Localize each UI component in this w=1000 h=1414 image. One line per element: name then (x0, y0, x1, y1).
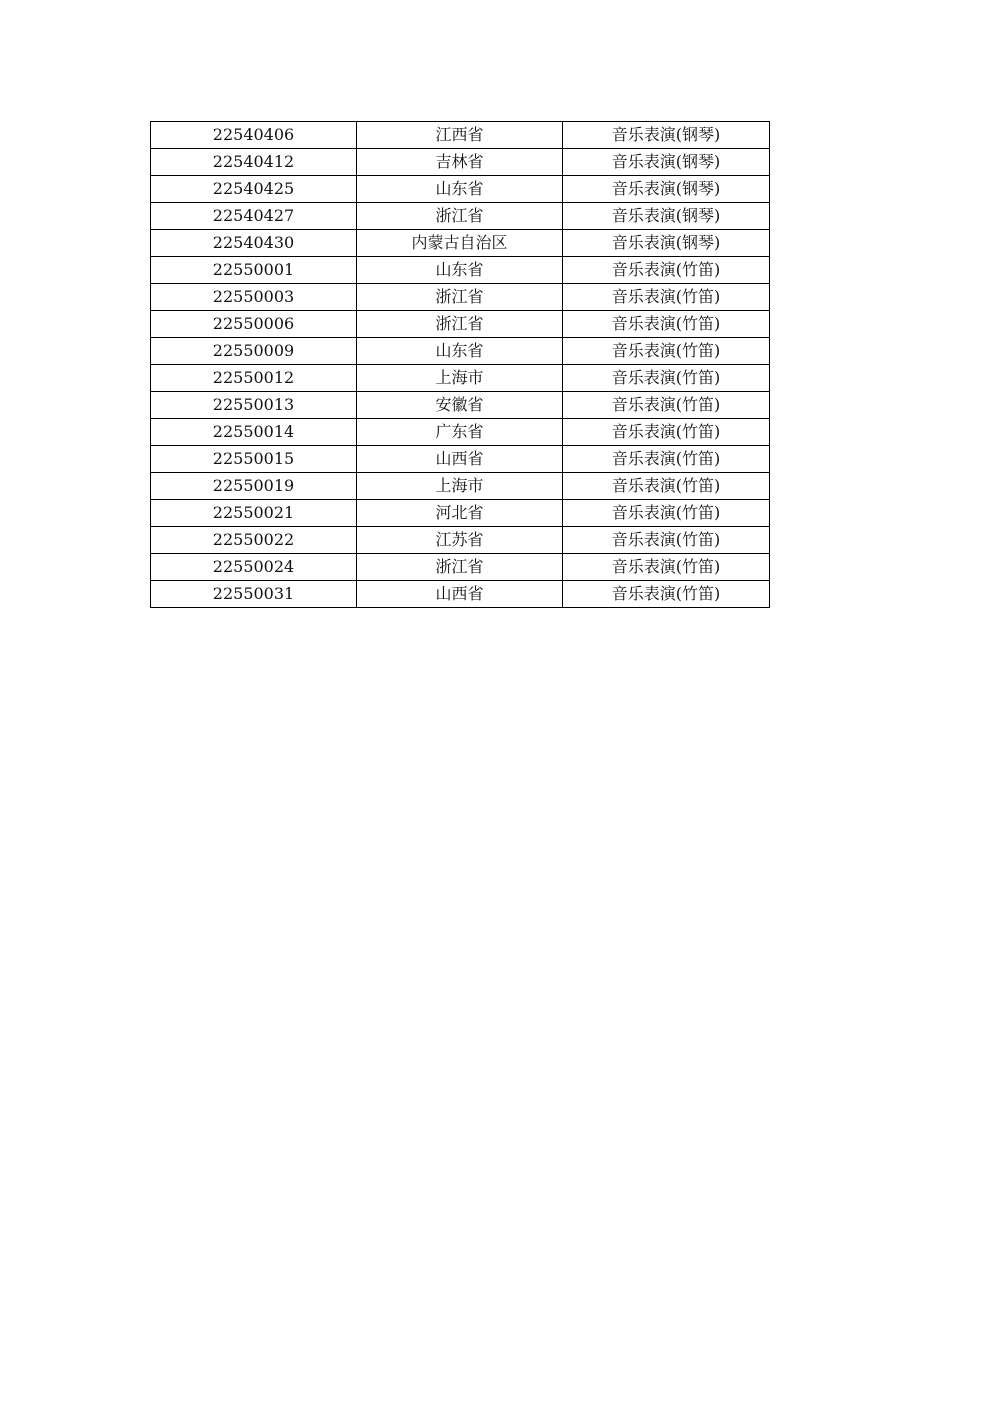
table-row (151, 230, 770, 257)
exam-number-cell: 22550013 (151, 392, 357, 419)
exam-number-cell: 22540412 (151, 149, 357, 176)
exam-number-cell: 22540425 (151, 176, 357, 203)
major-cell: 音乐表演(钢琴) (563, 203, 770, 230)
major-cell: 音乐表演(竹笛) (563, 338, 770, 365)
province-cell: 浙江省 (357, 203, 563, 230)
exam-number-cell: 22540406 (151, 122, 357, 149)
exam-number-cell: 22550006 (151, 311, 357, 338)
table-row (151, 527, 770, 554)
major-cell: 音乐表演(竹笛) (563, 419, 770, 446)
major-cell: 音乐表演(竹笛) (563, 392, 770, 419)
major-cell: 音乐表演(竹笛) (563, 581, 770, 608)
table-row (151, 581, 770, 608)
exam-number-cell: 22540427 (151, 203, 357, 230)
table-row (151, 257, 770, 284)
candidate-table (150, 121, 770, 608)
province-cell: 浙江省 (357, 284, 563, 311)
exam-number-cell: 22550031 (151, 581, 357, 608)
exam-number-cell: 22550001 (151, 257, 357, 284)
province-cell: 浙江省 (357, 311, 563, 338)
exam-number-cell: 22550012 (151, 365, 357, 392)
province-cell: 内蒙古自治区 (357, 230, 563, 257)
major-cell: 音乐表演(竹笛) (563, 473, 770, 500)
candidate-table-body (151, 122, 770, 608)
province-cell: 上海市 (357, 473, 563, 500)
table-row (151, 473, 770, 500)
province-cell: 山东省 (357, 338, 563, 365)
province-cell: 山东省 (357, 176, 563, 203)
exam-number-cell: 22550015 (151, 446, 357, 473)
major-cell: 音乐表演(竹笛) (563, 284, 770, 311)
province-cell: 山东省 (357, 257, 563, 284)
exam-number-cell: 22550021 (151, 500, 357, 527)
table-row (151, 365, 770, 392)
exam-number-cell: 22550024 (151, 554, 357, 581)
exam-number-cell: 22550009 (151, 338, 357, 365)
province-cell: 吉林省 (357, 149, 563, 176)
province-cell: 江苏省 (357, 527, 563, 554)
table-row (151, 500, 770, 527)
table-row (151, 446, 770, 473)
table-row (151, 554, 770, 581)
province-cell: 安徽省 (357, 392, 563, 419)
major-cell: 音乐表演(竹笛) (563, 500, 770, 527)
table-row (151, 392, 770, 419)
table-row (151, 338, 770, 365)
table-row (151, 149, 770, 176)
province-cell: 河北省 (357, 500, 563, 527)
major-cell: 音乐表演(竹笛) (563, 554, 770, 581)
major-cell: 音乐表演(钢琴) (563, 149, 770, 176)
table-row (151, 122, 770, 149)
exam-number-cell: 22550003 (151, 284, 357, 311)
major-cell: 音乐表演(竹笛) (563, 527, 770, 554)
province-cell: 山西省 (357, 581, 563, 608)
province-cell: 山西省 (357, 446, 563, 473)
province-cell: 广东省 (357, 419, 563, 446)
major-cell: 音乐表演(竹笛) (563, 446, 770, 473)
province-cell: 浙江省 (357, 554, 563, 581)
major-cell: 音乐表演(竹笛) (563, 365, 770, 392)
exam-number-cell: 22550019 (151, 473, 357, 500)
major-cell: 音乐表演(钢琴) (563, 176, 770, 203)
province-cell: 江西省 (357, 122, 563, 149)
major-cell: 音乐表演(钢琴) (563, 230, 770, 257)
table-row (151, 419, 770, 446)
province-cell: 上海市 (357, 365, 563, 392)
table-row (151, 176, 770, 203)
table-row (151, 284, 770, 311)
major-cell: 音乐表演(竹笛) (563, 311, 770, 338)
table-row (151, 203, 770, 230)
table-row (151, 311, 770, 338)
major-cell: 音乐表演(竹笛) (563, 257, 770, 284)
exam-number-cell: 22550022 (151, 527, 357, 554)
exam-number-cell: 22540430 (151, 230, 357, 257)
exam-number-cell: 22550014 (151, 419, 357, 446)
major-cell: 音乐表演(钢琴) (563, 122, 770, 149)
